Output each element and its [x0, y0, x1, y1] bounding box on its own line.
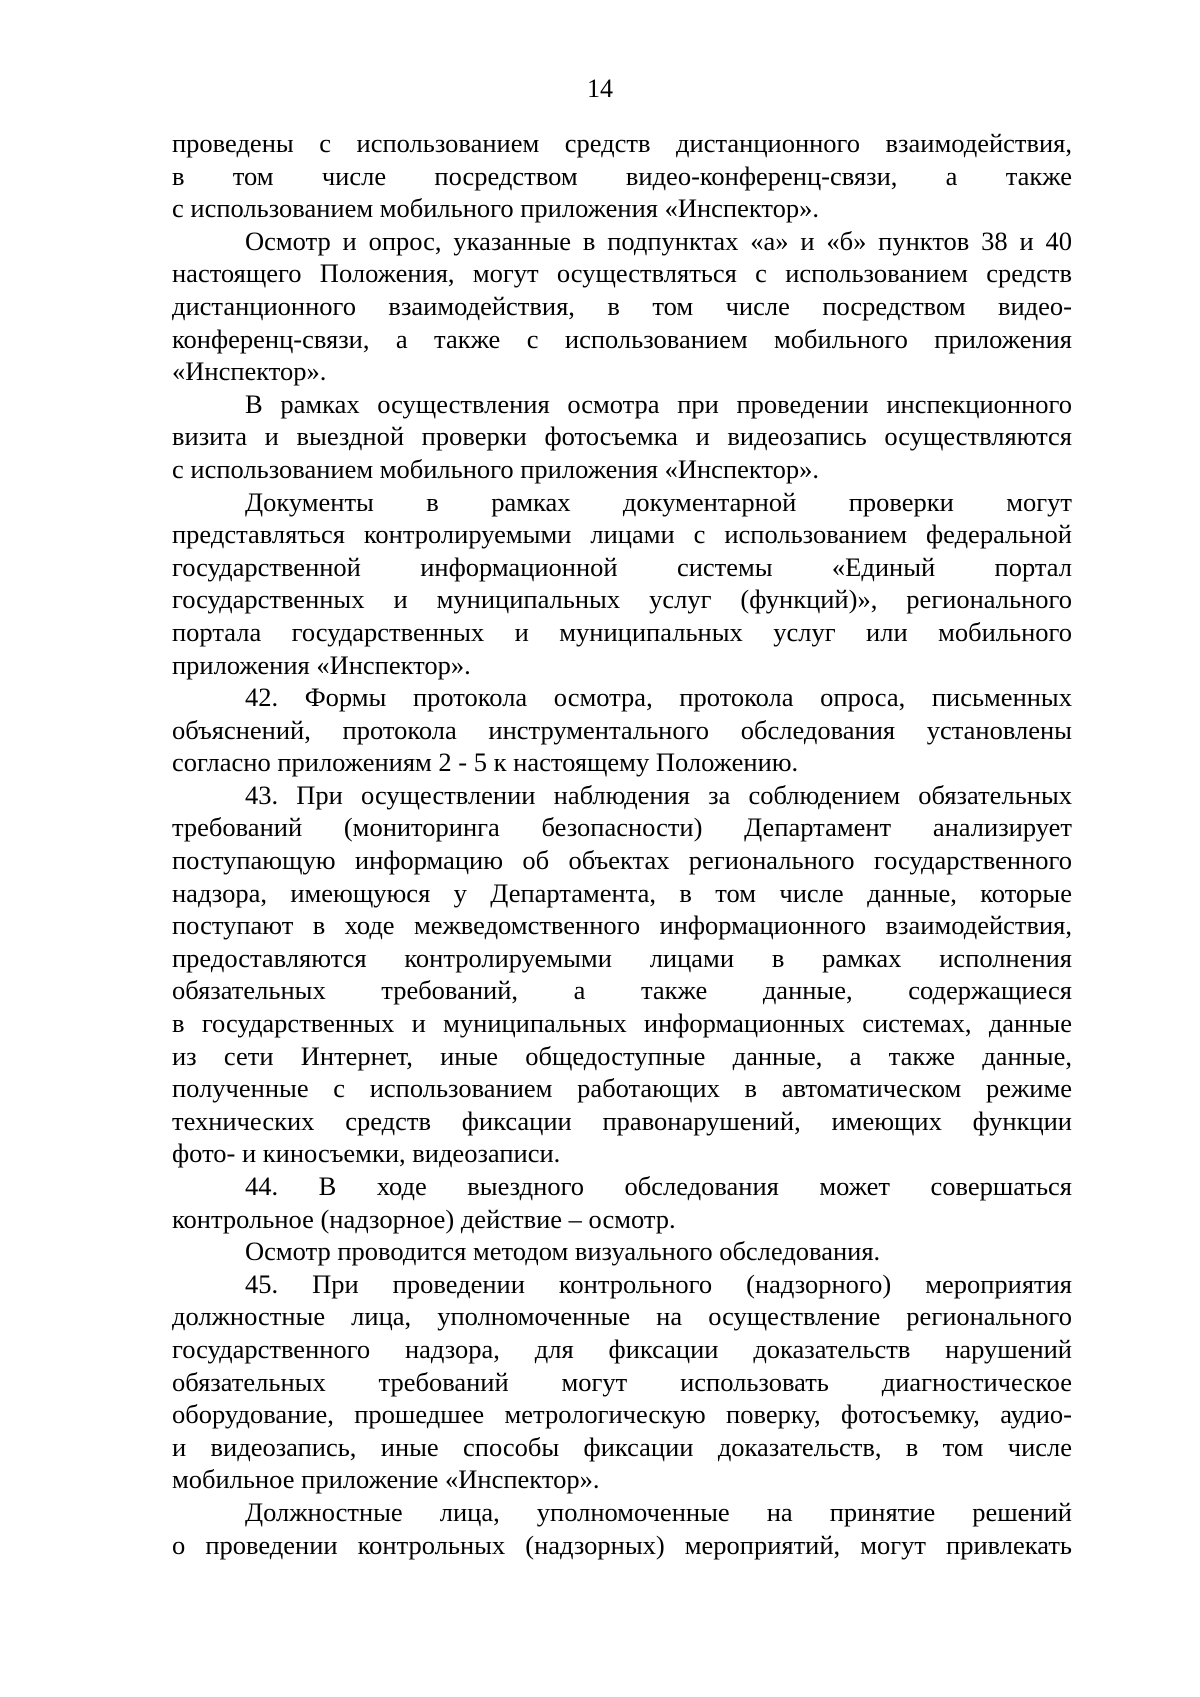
page-number: 14	[587, 74, 613, 103]
text-line: портала государственных и муниципальных услуг или мобильного	[172, 616, 1072, 647]
text-line: в государственных и муниципальных информационных системах, данные	[172, 1008, 1072, 1039]
text-line: 44. В ходе выездного обследования может совершаться	[245, 1171, 1072, 1201]
text-line: в том числе посредством видео-конференц-связи, а также	[172, 160, 1072, 191]
text-line: требований (мониторинга безопасности) Департамент анализирует	[172, 812, 1072, 843]
text-line: «Инспектор».	[172, 356, 327, 387]
text-line: из сети Интернет, иные общедоступные данные, а также данные,	[172, 1040, 1072, 1071]
text-line: технических средств фиксации правонарушений, имеющих функции	[172, 1105, 1072, 1136]
text-line: с использованием мобильного приложения «Инспектор».	[172, 453, 819, 484]
text-line: мобильное приложение «Инспектор».	[172, 1464, 600, 1495]
text-line: обязательных требований, а также данные, содержащиеся	[172, 975, 1072, 1006]
text-line: государственного надзора, для фиксации доказательств нарушений	[172, 1333, 1072, 1364]
text-line: объяснений, протокола инструментального обследования установлены	[172, 714, 1072, 745]
text-line: 45. При проведении контрольного (надзорного) мероприятия	[245, 1268, 1072, 1299]
text-line: Должностные лица, уполномоченные на принятие решений	[245, 1496, 1072, 1527]
text-line: дистанционного взаимодействия, в том числе посредством видео-	[172, 290, 1072, 321]
text-line: конференц-связи, а также с использованием мобильного приложения	[172, 323, 1072, 354]
text-line: согласно приложениям 2 - 5 к настоящему Положению.	[172, 747, 799, 778]
text-line: предоставляются контролируемыми лицами в рамках исполнения	[172, 942, 1072, 973]
text-line: настоящего Положения, могут осуществляться с использованием средств	[172, 258, 1072, 289]
text-line: и видеозапись, иные способы фиксации доказательств, в том числе	[172, 1431, 1072, 1462]
text-line: Осмотр проводится методом визуального обследования.	[245, 1236, 881, 1267]
text-line: полученные с использованием работающих в автоматическом режиме	[172, 1073, 1072, 1104]
text-line: представляться контролируемыми лицами с использованием федеральной	[172, 519, 1072, 550]
text-line: контрольное (надзорное) действие – осмотр.	[172, 1203, 676, 1234]
text-line: государственной информационной системы «Единый портал	[172, 551, 1072, 582]
text-line: приложения «Инспектор».	[172, 649, 471, 680]
text-line: должностные лица, уполномоченные на осуществление регионального	[172, 1301, 1072, 1332]
text-line: оборудование, прошедшее метрологическую поверку, фотосъемку, аудио-	[172, 1399, 1072, 1430]
text-line: обязательных требований могут использовать диагностическое	[172, 1366, 1072, 1397]
text-line: визита и выездной проверки фотосъемка и видеозапись осуществляются	[172, 421, 1072, 452]
text-line: государственных и муниципальных услуг (функций)», регионального	[172, 584, 1072, 615]
text-line: Документы в рамках документарной проверки могут	[245, 486, 1072, 517]
text-line: Осмотр и опрос, указанные в подпунктах «а» и «б» пунктов 38 и 40	[245, 225, 1072, 256]
text-line: проведены с использованием средств дистанционного взаимодействия,	[172, 128, 1072, 158]
text-line: поступают в ходе межведомственного информационного взаимодействия,	[172, 910, 1072, 941]
text-line: В рамках осуществления осмотра при проведении инспекционного	[245, 388, 1072, 419]
text-line: 42. Формы протокола осмотра, протокола опроса, письменных	[245, 682, 1072, 713]
text-line: с использованием мобильного приложения «Инспектор».	[172, 193, 819, 224]
text-line: поступающую информацию об объектах регионального государственного	[172, 845, 1072, 876]
text-line: фото- и киносъемки, видеозаписи.	[172, 1138, 561, 1169]
text-line: надзора, имеющуюся у Департамента, в том числе данные, которые	[172, 877, 1072, 908]
document-body	[172, 127, 1072, 1561]
text-line: о проведении контрольных (надзорных) мероприятий, могут привлекать	[172, 1529, 1072, 1560]
text-line: 43. При осуществлении наблюдения за соблюдением обязательных	[245, 779, 1072, 810]
